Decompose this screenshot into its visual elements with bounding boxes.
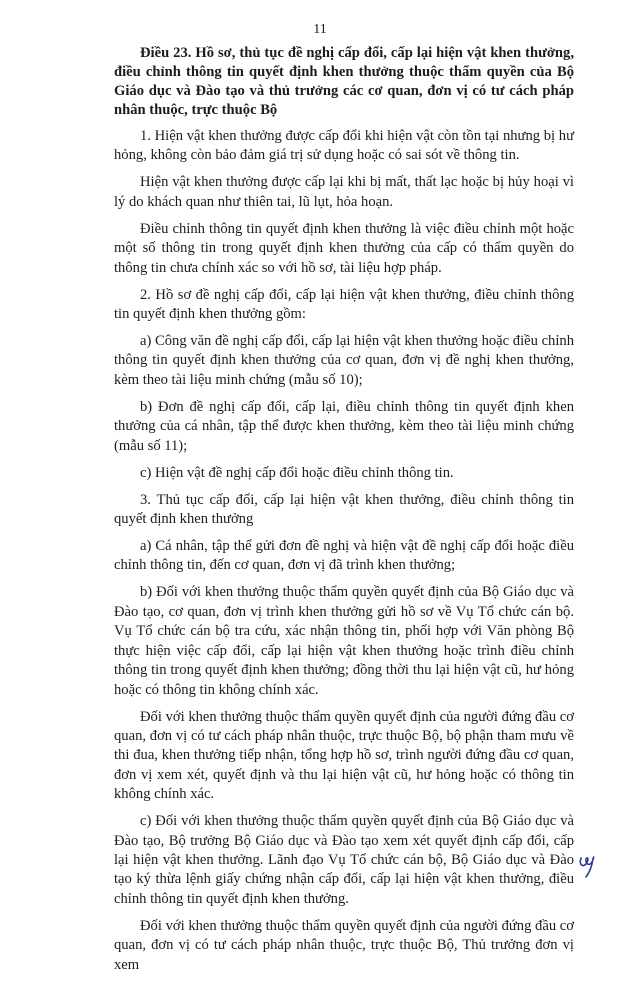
article-heading: Điều 23. Hồ sơ, thủ tục đề nghị cấp đổi, cấp lại hiện vật khen thưởng, điều chỉnh thông tin quyết định khen thưởng thuộc thẩm quyền của Bộ Giáo dục và Đào tạo và thủ trưởng các cơ quan, đơn vị có tư cách pháp nhân thuộc, trực thuộc Bộ xyxy=(114,45,574,118)
paragraph: a) Công văn đề nghị cấp đổi, cấp lại hiện vật khen thưởng hoặc điều chỉnh thông tin quyết định khen thưởng của cơ quan, đơn vị đề nghị khen thưởng, kèm theo tài liệu minh chứng (mẫu số 10); xyxy=(114,333,574,388)
paragraph: b) Đơn đề nghị cấp đổi, cấp lại, điều chỉnh thông tin quyết định khen thưởng của cá nhân, tập thể được khen thưởng, kèm theo tài liệu minh chứng (mẫu số 11); xyxy=(114,398,574,454)
paragraph: 3. Thủ tục cấp đổi, cấp lại hiện vật khen thưởng, điều chỉnh thông tin quyết định khen thưởng xyxy=(114,491,574,528)
initial-stroke xyxy=(580,857,593,877)
paragraph: 2. Hồ sơ đề nghị cấp đổi, cấp lại hiện vật khen thưởng, điều chỉnh thông tin quyết định khen thưởng gồm: xyxy=(114,286,574,323)
paragraph: Hiện vật khen thưởng được cấp lại khi bị mất, thất lạc hoặc bị hủy hoại vì lý do khách quan như thiên tai, lũ lụt, hỏa hoạn. xyxy=(114,174,574,210)
paragraph: b) Đối với khen thưởng thuộc thẩm quyền quyết định của Bộ Giáo dục và Đào tạo, cơ quan, đơn vị trình khen thưởng gửi hồ sơ về Vụ Tổ chức cán bộ. Vụ Tổ chức cán bộ tra cứu, xác nhận thông tin, phối hợp với Văn phòng Bộ thực hiện việc cấp đổi, cấp lại hiện vật khen thưởng hoặc trình điều chỉnh thông tin trong quyết định khen thưởng; đồng thời thu lại hiện vật cũ, hư hỏng hoặc có thông tin không chính xác. xyxy=(114,584,574,698)
handwritten-initial-mark xyxy=(576,850,600,880)
paragraph: a) Cá nhân, tập thể gửi đơn đề nghị và hiện vật đề nghị cấp đổi hoặc điều chỉnh thông tin, đến cơ quan, đơn vị đã trình khen thưởng; xyxy=(114,538,574,574)
paragraph: 1. Hiện vật khen thưởng được cấp đổi khi hiện vật còn tồn tại nhưng bị hư hỏng, không còn bảo đảm giá trị sử dụng hoặc có sai sót về thông tin. xyxy=(114,128,574,164)
paragraph: c) Đối với khen thưởng thuộc thẩm quyền quyết định của Bộ Giáo dục và Đào tạo, Bộ trưởng Bộ Giáo dục và Đào tạo xem xét quyết định cấp đổi, cấp lại hiện vật khen thưởng. Lãnh đạo Vụ Tổ chức cán bộ, Bộ Giáo dục và Đào tạo ký thừa lệnh giấy chứng nhận cấp đổi, cấp lại hiện vật khen thưởng, điều chỉnh thông tin quyết định khen thưởng. xyxy=(114,813,574,907)
paragraph: Đối với khen thưởng thuộc thẩm quyền quyết định của người đứng đầu cơ quan, đơn vị có tư cách pháp nhân thuộc, trực thuộc Bộ, bộ phận tham mưu về thi đua, khen thưởng tiếp nhận, tổng hợp hồ sơ, trình người đứng đầu cơ quan, đơn vị xem xét, quyết định và thu lại hiện vật cũ, hư hỏng hoặc có thông tin không chính xác. xyxy=(114,708,574,803)
paragraph: Đối với khen thưởng thuộc thẩm quyền quyết định của người đứng đầu cơ quan, đơn vị có tư cách pháp nhân thuộc, trực thuộc Bộ, Thủ trưởng đơn vị xem xyxy=(114,917,574,973)
document-body xyxy=(114,44,574,983)
paragraph: Điều chỉnh thông tin quyết định khen thưởng là việc điều chỉnh một hoặc một số thông tin trong quyết định khen thưởng của cấp có thẩm quyền do thông tin chưa chính xác so với hồ sơ, tài liệu hợp pháp. xyxy=(114,220,574,276)
paragraph: c) Hiện vật đề nghị cấp đổi hoặc điều chỉnh thông tin. xyxy=(140,464,454,481)
page-number: 11 xyxy=(313,22,327,37)
